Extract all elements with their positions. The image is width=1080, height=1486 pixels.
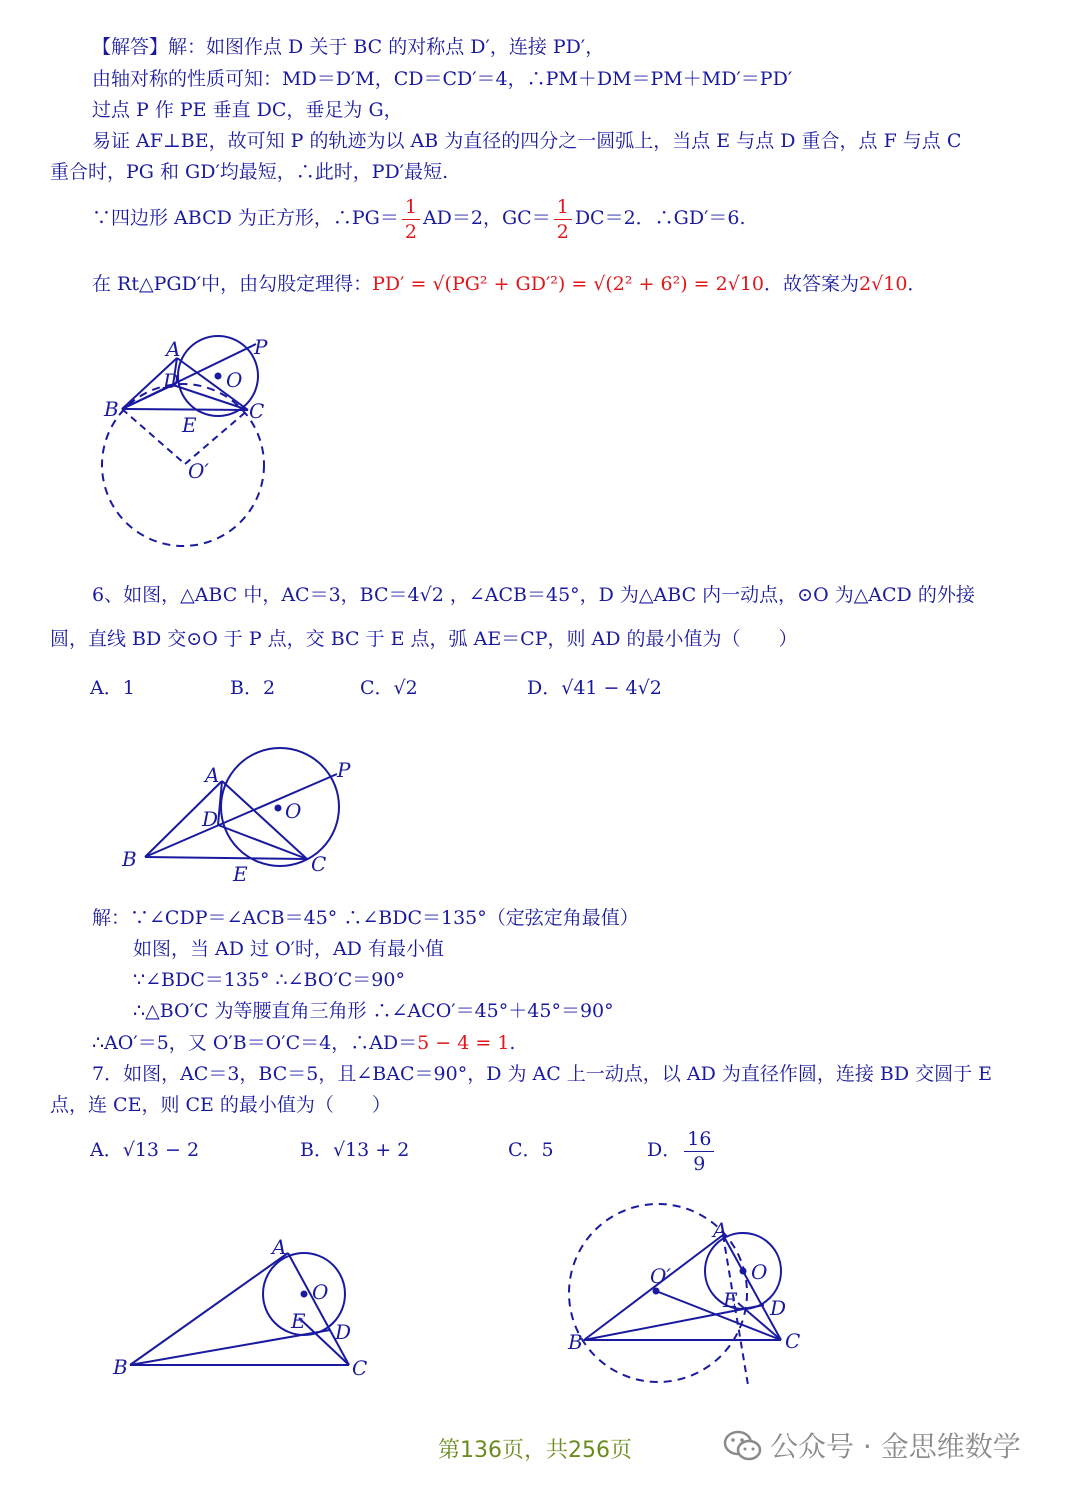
fig1-label-o: O <box>226 368 243 392</box>
wechat-icon <box>722 1428 762 1462</box>
sol6-line5: ∴AO′＝5，又 O′B＝O′C＝4，∴AD＝5 − 4 = 1. <box>92 1032 516 1054</box>
fig3-label-d: D <box>335 1320 352 1344</box>
fig4-label-c: C <box>785 1329 801 1353</box>
fig3-label-b: B <box>113 1355 128 1379</box>
sol5-line6-a: ∵四边形 ABCD 为正方形，∴PG＝ <box>92 207 399 229</box>
answer-tag: 【解答】 <box>92 36 169 58</box>
fig1-label-a: A <box>166 337 181 361</box>
fig2-label-d: D <box>202 807 219 831</box>
figure-2 <box>115 740 365 890</box>
q6-option-c: C．√2 <box>360 677 418 699</box>
q6-option-a: A．1 <box>90 677 135 699</box>
sol5-line6-b: AD＝2，GC＝ <box>422 207 551 229</box>
fig1-label-p: P <box>254 335 268 359</box>
fig3-label-e: E <box>291 1309 306 1333</box>
fig4-label-o2: O′ <box>650 1264 671 1288</box>
sol6-line2: 如图，当 AD 过 O′时，AD 有最小值 <box>133 938 444 960</box>
sol6-line3: ∵∠BDC＝135° ∴∠BO′C＝90° <box>133 969 405 991</box>
sol5-line2: 由轴对称的性质可知：MD＝D′M，CD＝CD′＝4，∴PM＋DM＝PM＋MD′＝PD′ <box>92 68 793 90</box>
sol6-answer: 5 − 4 = 1 <box>417 1032 510 1054</box>
fig3-label-a: A <box>272 1235 287 1259</box>
q7-option-d: D． $\frac{16}{9}$ <box>647 1124 717 1176</box>
watermark <box>722 1425 1021 1465</box>
fig3-label-c: C <box>352 1356 368 1380</box>
fig3-label-o: O <box>312 1280 329 1304</box>
q7-stem-line2: 点，连 CE，则 CE 的最小值为（ ） <box>50 1094 391 1116</box>
sol5-line7-a: 在 Rt△PGD′中，由勾股定理得： <box>92 273 373 295</box>
figure-3 <box>105 1230 385 1390</box>
q7-option-c: C．5 <box>508 1139 554 1161</box>
sol6-line1: 解：∵∠CDP＝∠ACB＝45° ∴∠BDC＝135°（定弦定角最值） <box>92 907 639 929</box>
fig4-label-d: D <box>770 1296 787 1320</box>
fig4-label-b: B <box>568 1330 583 1354</box>
pythagoras-formula: PD′ = √(PG² + GD′²) = √(2² + 6²) = 2√10 <box>372 273 765 295</box>
fig4-label-e: E <box>723 1288 738 1312</box>
fig1-label-o2: O′ <box>188 459 209 483</box>
q6-stem-line1: 6、如图，△ABC 中，AC＝3，BC＝4√2 ，∠ACB＝45°，D 为△ABC 内一动点，⊙O 为△ACD 的外接 <box>92 584 975 606</box>
fig1-label-b: B <box>104 397 119 421</box>
fraction-half-2: $\frac{1}{2}$ <box>554 195 572 244</box>
sol5-answer: 2√10 <box>859 273 908 295</box>
sol5-line6 <box>92 192 746 244</box>
q7-option-a: A．√13 − 2 <box>90 1139 200 1161</box>
sol5-line1 <box>92 34 604 60</box>
sol5-line4: 易证 AF⊥BE，故可知 P 的轨迹为以 AB 为直径的四分之一圆弧上，当点 E 与点 D 重合，点 F 与点 C <box>92 130 962 152</box>
fig4-label-o: O <box>751 1260 768 1284</box>
figure-1 <box>90 330 280 555</box>
fraction-half-1: $\frac{1}{2}$ <box>402 195 420 244</box>
sol6-line4: ∴△BO′C 为等腰直角三角形 ∴∠ACO′＝45°＋45°＝90° <box>133 1000 614 1022</box>
watermark-text: 公众号 · 金思维数学 <box>770 1430 1021 1463</box>
fig2-label-o: O <box>285 799 302 823</box>
fig2-label-e: E <box>233 862 248 886</box>
sol5-text1: 解：如图作点 D 关于 BC 的对称点 D′，连接 PD′， <box>168 36 605 58</box>
q6-stem-line2: 圆，直线 BD 交⊙O 于 P 点，交 BC 于 E 点，弧 AE＝CP，则 AD 的最小值为（ ） <box>50 628 798 650</box>
fig1-label-c: C <box>249 399 265 423</box>
fig2-label-b: B <box>122 847 137 871</box>
q7-option-b: B．√13 + 2 <box>300 1139 410 1161</box>
fig1-label-d: D <box>163 369 180 393</box>
fig1-label-e: E <box>182 413 197 437</box>
sol5-line5: 重合时，PG 和 GD′均最短，∴此时，PD′最短. <box>50 161 449 183</box>
sol5-line3: 过点 P 作 PE 垂直 DC，垂足为 G， <box>92 99 403 121</box>
q7-stem-line1: 7．如图，AC＝3，BC＝5，且∠BAC＝90°，D 为 AC 上一动点，以 AD 为直径作圆，连接 BD 交圆于 E <box>92 1063 993 1085</box>
sol5-line7: 在 Rt△PGD′中，由勾股定理得：PD′ = √(PG² + GD′²) = √(2² + 6²) = 2√10．故答案为2√10． <box>92 273 927 295</box>
q6-option-d: D．√41 − 4√2 <box>527 677 662 699</box>
fig4-label-a: A <box>713 1218 728 1242</box>
sol5-line6-c: DC＝2．∴GD′＝6. <box>574 207 746 229</box>
sol5-line7-c: ．故答案为 <box>764 273 860 295</box>
fig2-label-a: A <box>205 763 220 787</box>
figure-4 <box>560 1195 820 1390</box>
q7-option-d-fraction: $\frac{16}{9}$ <box>684 1127 714 1176</box>
page-number: 第136页，共256页 <box>438 1438 632 1463</box>
fig2-label-p: P <box>337 758 351 782</box>
fig2-label-c: C <box>311 852 327 876</box>
q6-option-b: B．2 <box>230 677 276 699</box>
